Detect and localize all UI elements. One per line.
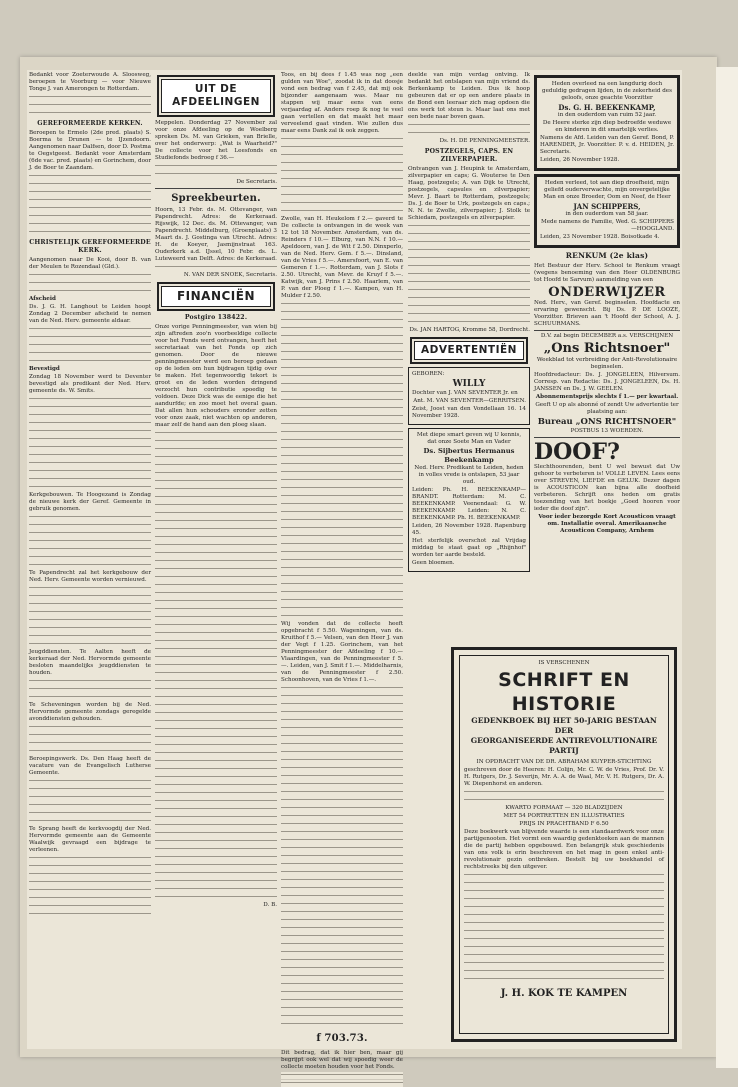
kerken-text: Beroepen te Ermelo (2de pred. plaats) S. Boerma te Drunen — te IJzendoorn. Aangenomen naar Dalfsen, door D. Postma te Oegstgeest. Bedankt voor Amsterdam (6de vac. pred. plaats) en Gorinchem, door J. de Boer te Zaandam. bbox=[29, 130, 151, 171]
obituary-beekenkamp bbox=[534, 75, 680, 171]
obituary-1-age: in den ouderdom van ruim 52 jaar. bbox=[557, 112, 657, 118]
spreekbeurten-heading: Spreekbeurten. bbox=[171, 193, 261, 204]
postzegels-text: Ontvangen van J. Heupink te Amsterdam, zilverpapier en caps; G. Wouterse te Den Haag, postzegels; A. van Dijk te Utrecht, postzegels, capsules en zilverpapier; Mevr. J. Baart te Rotterdam, postzegels; Ds. J. de Boer te Urk, postzegels en caps.; N. N. te Zwolle, zilverpapier; J. Stolk te Schiedam, postzegels en zilverpapier. bbox=[408, 166, 530, 221]
jeugd-text: Jeugddiensten. Te Aalten heeft de kerkeraad der Ned. Hervormde gemeente besloten maandelijks jeugddiensten te houden. bbox=[29, 649, 151, 676]
bureau-address: POSTBUS 13 WOERDEN. bbox=[570, 428, 644, 434]
schrift-pricing: PRIJS IN PRACHTBAND F 6.50 bbox=[519, 821, 609, 827]
afscheid-text: Ds. J. G. H. Langhout te Leiden hoopt Zondag 2 December afscheid te nemen van de Ned. Herv. gemeente aldaar. bbox=[29, 304, 151, 324]
christ-heading: CHRISTELIJK GEREFORMEERDE KERK. bbox=[29, 239, 151, 254]
death-announcement bbox=[408, 428, 530, 572]
obituary-2-age: in den ouderdom van 58 jaar. bbox=[565, 211, 649, 217]
bureau-name: Bureau „ONS RICHTSNOER" bbox=[537, 417, 677, 427]
obituary-1-date: Leiden, 26 November 1928. bbox=[540, 157, 620, 163]
text-block-a: Toos, en bij dees f 1.45 was nog „een gulden van Woe", zoodat ik in dat doosje vond een bedrag van f 2.45, dat mij ook bijzonder aangenaam was. Maar nu stappen wij maar eens van eens verjaardag af. Anders roep ik nog te veel gaan vertellen en dat maakt het maar verveelend gaat vinden. Wie zullen dus maar eens Dank zal ik ook zeggen. bbox=[281, 72, 403, 134]
schrift-top: IS VERSCHENEN bbox=[538, 660, 590, 666]
uit-signature: De Secretaris. bbox=[236, 179, 277, 185]
financien-text: Onze vorige Penningmeester, van wien bij zijn aftreden zoo'n voorbeeldige collecte voor het Fonds werd ontvangen, heeft het secretariaat van het Fonds op zich genomen. Door de nieuwe penningmeester werd een beroep gedaan op de leden om hun bijdragen tijdig over te maken. Het tegenwoordig tekort is groot en de leden worden dringend verzocht hun contributie spoedig te voldoen. Deze Dick was de eenige die het aandurfde; en zoo moet het overal gaan. Dat allen hun schouders eronder zetten voor onze zaak, niet wachten op anderen, maar zelf de hand aan den ploeg slaan. bbox=[155, 324, 277, 428]
schrift-text: Deze boekwerk van blijvende waarde is een standaardwerk voor onze partijgenooten. Het vormt een waardig gedenkteeken aan de mannen die de partij hebben opgebouwd. Een belangrijk stuk geschiedenis van ons volk is erin beschreven en het mag in geen enkel anti-revolutionair gezin ontbreken. Bestelt bij uw boekhandel of rechtstreeks bij den uitgever. bbox=[464, 829, 664, 870]
richtsnoer-redactie: Hoofdredacteur: Ds. J. JONGELEEN, Hilversum. Corresp. van Redactie: Ds. J. JONGELEEN, Ds. H. JANSSEN en Ds. J. W. GEELEN. bbox=[534, 372, 680, 392]
postzegels-signature: Ds. JAN HARTOG, Kromme 58, Dordrecht. bbox=[409, 327, 530, 333]
geboren-label: GEBOREN: bbox=[412, 371, 445, 377]
schrift-authors: geschreven door de Heeren: H. Colijn, Mr. C. W. de Vries, Prof. Dr. V. H. Rutgers, Dr. J. Severijn, Mr. A. A. de Waal, Mr. V. H. Rutgers, Dr. A. W. Diepenhorst en anderen. bbox=[464, 767, 664, 787]
schrift-illus: MET 54 PORTRETTEN EN ILLUSTRATIES bbox=[503, 813, 625, 819]
scheveningen-text: Te Scheveningen worden bij de Ned. Hervormde gemeente zondags geregelde avonddiensten gehouden. bbox=[29, 702, 151, 722]
schrift-publisher: J. H. KOK TE KAMPEN bbox=[500, 988, 628, 999]
afscheid-heading: Afscheid bbox=[29, 296, 56, 302]
text-block-d: Dit bedrag, dat ik hier ben, maar gij begrijpt ook wel dat wij spoedig weer de collecte moeten houden voor het Fonds. bbox=[281, 1050, 403, 1070]
doof-ad bbox=[534, 440, 680, 464]
richtsnoer-intro: D.V. zal begin DECEMBER a.s. VERSCHIJNEN bbox=[540, 333, 674, 339]
geboren-parents: Ant. M. VAN SEVENTER—GERRITSEN. bbox=[413, 398, 526, 404]
richtsnoer-title: „Ons Richtsnoer" bbox=[543, 341, 671, 356]
obituary-2-name: JAN SCHIPPERS, bbox=[573, 202, 641, 211]
postzegels-heading: POSTZEGELS, CAPS. EN ZILVERPAPIER. bbox=[424, 148, 514, 163]
papendrecht-text: Te Papendrecht zal het kerkgebouw der Ned. Herv. Gemeente worden vernieuwd. bbox=[29, 570, 151, 583]
death-family: Leiden: Ph. H. BEEKENKAMP—BRANDT. Rotterdam: M. C. BEEKENKAMP. Veenendaal: G. W. BEEKENKAMP. Leiden: N. C. BEEKENKAMP. Ph. H. BEEKENKAMP. bbox=[412, 487, 526, 521]
obituary-1-text: Heden overleed na een langdurig doch geduldig gedragen lijden, in de zekerheid des geloofs, onze geachte Voorzitter bbox=[541, 81, 672, 101]
doof-footer: Voor ieder bezorgde Kort Acousticon vraagt om. Installatie overal. Amerikaansche Acousticon Company, Arnhem bbox=[538, 514, 676, 534]
next-page-edge bbox=[716, 67, 738, 1068]
financien-banner: FINANCIËN bbox=[157, 282, 275, 311]
text-block-c: Wij vonden dat de collecte heeft opgebracht f 5.50. Wageningen, van ds. Kruithof f 5.— Velsen, van den Heer J. van der Vegt f 1.25. Gorinchem, van het Penningmeester der Afdeeling f 10.— Vlaardingen, van de Penningmeester f 5.—. Leiden, van J. Smit f 1.—. Middelharnis, van de Penningmeester f 2.50. Schoonhoven, van de Vries f 1.—. bbox=[281, 621, 403, 683]
richtsnoer-sub: Weekblad tot verbreiding der Anti-Revolutionaire beginselen. bbox=[536, 357, 678, 370]
advertentien-banner: ADVERTENTIËN bbox=[410, 337, 528, 364]
obituary-1-verse: De Heere sterke zijn diep bedroefde weduwe en kinderen in dit smartelijk verlies. bbox=[542, 120, 672, 133]
beroeping-text: Beroepingswerk. Ds. Den Haag heeft de vacature van de Evangelisch Lutherse Gemeente. bbox=[29, 756, 151, 776]
sprang-text: Te Sprang heeft de kerkvoogdij der Ned. Hervormde gemeente aan de Gemeente Waalwijk gevraagd een bijdrage te verleenen. bbox=[29, 826, 151, 853]
schrift-title: SCHRIFT EN HISTORIE bbox=[498, 669, 630, 715]
obituary-2-date: Leiden, 23 November 1928. Boisotkade 4. bbox=[540, 234, 660, 240]
obituary-1-sign: Namens de Afd. Leiden van den Geref. Bond, P. HARENDER, Jr. Voorzitter. P. v. d. HEIDEN, Jr. Secretaris. bbox=[540, 135, 674, 155]
text-block-b: Zwolle, van H. Heukelom f 2.— gaverd te De collecte is ontvangen in de week van 12 tot 18 November. Amsterdam, van ds. Reinders f 10.— Elburg, van N.N. f 10.— Apeldoorn, van J. de Wit f 2.50. Dinxperlo, van de Ned. Herv. Gem. f 5.—. Dinsland, van de Vries f 5.—. Amersfoort, van E. van Gemeren f 1.—. Rotterdam, van J. Slots f 2.50. Utrecht, van Mevr. de Kruyf f 5.—. Katwijk, van J. Prins f 2.50. Haarlem, van P. van der Ploeg f 1.—. Kampen, van H. Mulder f 2.50. bbox=[281, 216, 403, 299]
death-name: Ds. Sijbertus Hermanus Beekenkamp bbox=[423, 447, 515, 464]
schrift-format: KWARTO FORMAAT — 320 BLADZIJDEN bbox=[505, 805, 623, 811]
obituary-2-sign: Mede namens de Familie, Wed. G. SCHIPPERS—HOOGLAND. bbox=[541, 219, 674, 232]
abonnement-price: Abonnementsprijs slechts f 1.— per kwartaal. bbox=[535, 394, 679, 400]
schrift-editor: IN OPDRACHT VAN DE DR. ABRAHAM KUYPER-STICHTING bbox=[476, 759, 652, 765]
financien-signature: D. B. bbox=[263, 902, 277, 908]
renkum-text: Het Bestuur der Herv. School te Renkum vraagt (wegens benoeming van den Heer OLDENBURG tot Hoofd te Sarvum) aanmelding van een bbox=[534, 263, 680, 283]
column-1 bbox=[29, 72, 151, 1047]
schrift-sub-1: GEDENKBOEK BIJ HET 50-JARIG BESTAAN DER bbox=[471, 716, 657, 735]
obituary-schippers bbox=[534, 174, 680, 248]
death-flowers: Geen bloemen. bbox=[412, 560, 455, 566]
column-2 bbox=[155, 72, 277, 1047]
bevestigd-heading: Bevestigd bbox=[29, 366, 60, 372]
column-5 bbox=[534, 72, 680, 632]
death-text: Ned. Herv. Predikant te Leiden, heden in volles vrede is ontslapen, 53 jaar oud. bbox=[414, 465, 524, 485]
onderwijzer-heading: ONDERWIJZER bbox=[548, 285, 666, 300]
spreekbeurten-signature: N. VAN DER SNOEK, Secretaris. bbox=[183, 272, 277, 278]
doof-title: DOOF? bbox=[534, 439, 620, 465]
kerkgebouw-text: Kerkgebouwen. Te Hoogezand is Zondag de nieuwe kerk der Geref. Gemeente in gebruik genomen. bbox=[29, 492, 151, 512]
schrift-en-historie-ad bbox=[451, 647, 677, 1042]
total-amount: f 703.73. bbox=[316, 1033, 368, 1044]
geboren-name: WILLY bbox=[452, 379, 486, 389]
obituary-2-text: Heden verleed, tot aan diep droefheid, mijn geliefd ouderverwachte, mijn onvergetelijke Man en onze Broeder, Oom en Neef, de Heer bbox=[543, 180, 671, 200]
renkum-heading: RENKUM (2e klas) bbox=[565, 251, 649, 260]
geboren-text: Dochter van J. VAN SEVENTER Jr. en bbox=[412, 390, 518, 396]
death-date: Leiden, 26 November 1928. Rapenburg 45. bbox=[412, 523, 526, 536]
onderwijzer-text: Ned. Herv., van Geref. beginselen. Hoofdacte en ervaring gewenscht. Bij Ds. P. DE LOOZE, Voorzitter. Brieven aan 't Hoofd der School, A. J. SCHUURMANS. bbox=[534, 300, 680, 327]
postgiro-label: Postgiro 138422. bbox=[184, 314, 248, 321]
uit-text: Meppelen. Donderdag 27 November zal voor onze Afdeeling op de Woelberg spreken Ds. M. van Grieken, van Brielle, over het onderwerp: „Wat is Waarheid?" De collecte voor het Leesfonds en Studiefonds bedroeg f 36.— bbox=[155, 120, 277, 161]
intro-text: Bedankt voor Zoeterwoude A. Sloosweg, beroepen te Voorburg — voor Nieuwe Tonge J. van Amerongen te Rotterdam. bbox=[29, 72, 151, 92]
birth-announcement bbox=[408, 367, 530, 425]
abonnement-text: Geeft U op als abonné of zendt Uw advertentie ter plaatsing aan: bbox=[535, 402, 679, 415]
death-note: Het sterfelijk overschot zal Vrijdag middag te staat gaat op „Rhijnhof" worden ter aarde besteld. bbox=[412, 538, 526, 558]
christ-text: Aangenomen naar De Kooi, door B. van der Meulen te Rozendaal (Gld.). bbox=[29, 257, 151, 270]
bevestigd-text: Zondag 18 November werd te Deventer bevestigd als predikant der Ned. Herv. gemeente ds. W. Smits. bbox=[29, 374, 151, 394]
obituary-1-name: Ds. G. H. BEEKENKAMP, bbox=[558, 103, 656, 112]
newspaper-page bbox=[27, 70, 682, 1070]
column-3 bbox=[281, 72, 403, 1070]
col4-signature: Ds. H. DE PENNINGMEESTER. bbox=[439, 138, 530, 144]
uit-de-afdeelingen-banner: UIT DE AFDEELINGEN bbox=[157, 75, 275, 117]
schrift-sub-2: GEORGANISEERDE ANTIREVOLUTIONAIRE PARTIJ bbox=[470, 736, 658, 755]
spreekbeurten-text: Hoorn, 13 Febr. ds. M. Ottevanger, van Papendrecht. Adres: de Kerkeraad. Rijswijk, 12 Dec. ds. M. Ottevanger, van Papendrecht. Middelburg, (Groenplaats) 3 Maart ds. J. Gostinga van Utrecht. Adres: H. de Koeyer, Jasmijnstraat 163. Ouderkerk a.d. IJssel, 10 Febr. ds. L. Luteweerd van Delft. Adres: de Kerkeraad. bbox=[155, 207, 277, 262]
death-intro: Met diepe smart geven wij U kennis, dat onze Soete Man en Vader bbox=[416, 432, 522, 445]
geboren-place: Zeist, Joost van den Vondellaan 16. 14 November 1928. bbox=[412, 406, 526, 419]
doof-text: Slechthoorenden, bent U wel bewust dat Uw gehoor te verbeteren is! VOLLE LEVEN. Lees eens over STREVEN, LIEFDE en GELUK. Dezer dagen is ACOUSTICON kan bijna alle doofheid verbeteren. Schrijft ons heden om gratis toezending van het boekje „Goed hooren voor ieder die doof zijn". bbox=[534, 464, 680, 512]
col4-text-a: deelde van mijn verdag ontving. Ik bedankt het ontslapen van mijn vriend ds. Berkenkamp te Leiden. Dus ik hoop gebeuren dat er op een andere plaats in de Bond een leeraar zich mag opdoen die ons werk tot steun is. Maar laat ons met een bede naar boven gaan. bbox=[408, 72, 530, 120]
kerken-heading: GEREFORMEERDE KERKEN. bbox=[37, 120, 143, 127]
